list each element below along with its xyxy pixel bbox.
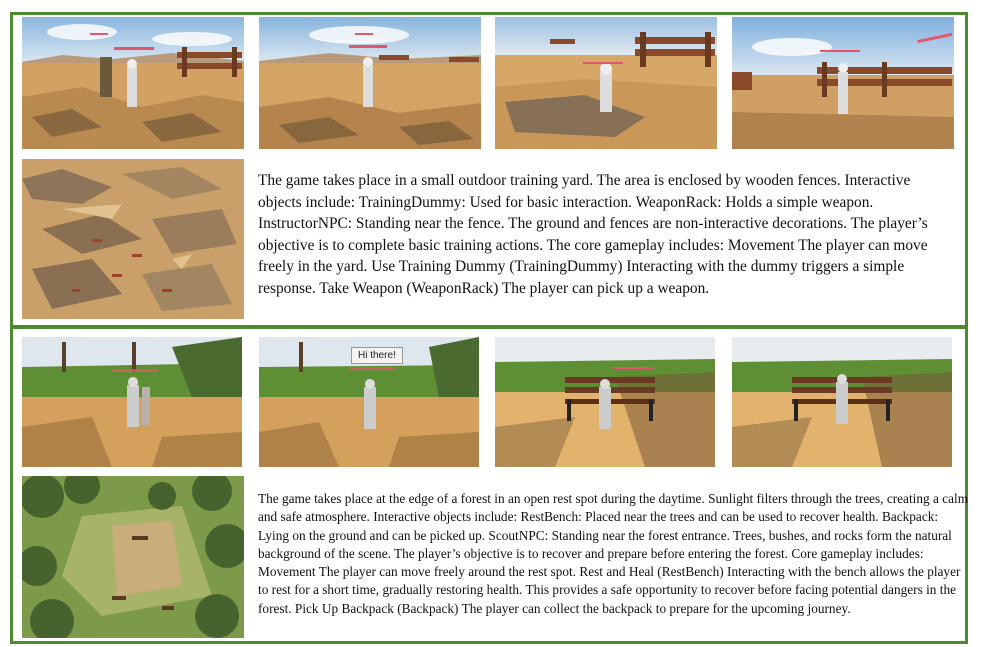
training-yard-view-4 — [732, 17, 954, 149]
forest-rest-view-4 — [732, 337, 952, 467]
forest-rest-overview — [22, 476, 244, 638]
forest-rest-view-3 — [495, 337, 715, 467]
training-yard-view-3 — [495, 17, 717, 149]
training-yard-overview — [22, 159, 244, 319]
forest-rest-view-2 — [259, 337, 479, 467]
training-yard-view-1 — [22, 17, 244, 149]
npc-speech-bubble: Hi there! — [351, 347, 403, 364]
training-yard-description: The game takes place in a small outdoor training yard. The area is enclosed by wooden fences. Interactive objects include: TrainingDummy: Used for basic interaction. WeaponRack: Holds a simple weapon. InstructorNPC: Standing near the fence. The ground and fences are non-interactive decorations. The player’s objective is to complete basic training actions. The core gameplay includes: Movement The player can move freely in the yard. Use Training Dummy (TrainingDummy) Interacting with the dummy triggers a simple response. Take Weapon (WeaponRack) The player can pick up a weapon. — [258, 172, 928, 297]
training-yard-view-2 — [259, 17, 481, 149]
forest-rest-description: The game takes place at the edge of a forest in an open rest spot during the daytime. Sunlight filters through the trees, creating a calm and safe atmosphere. Interactive objects include: RestBench: Placed near the trees and can be used to recover health. Backpack: Lying on the ground and can be picked up. ScoutNPC: Standing near the forest entrance. Trees, bushes, and rocks form the natural background of the scene. The player’s objective is to recover and prepare before entering the forest. Core gameplay includes: Movement The player can move freely around the rest spot. Rest and Heal (RestBench) Interacting with the bench allows the player to rest for a short time, gradually restoring health. This provides a safe opportunity to recover before facing potential dangers in the forest. Pick Up Backpack (Backpack) The player can collect the backpack to prepare for the upcoming journey. — [258, 491, 969, 616]
forest-rest-view-1 — [22, 337, 242, 467]
